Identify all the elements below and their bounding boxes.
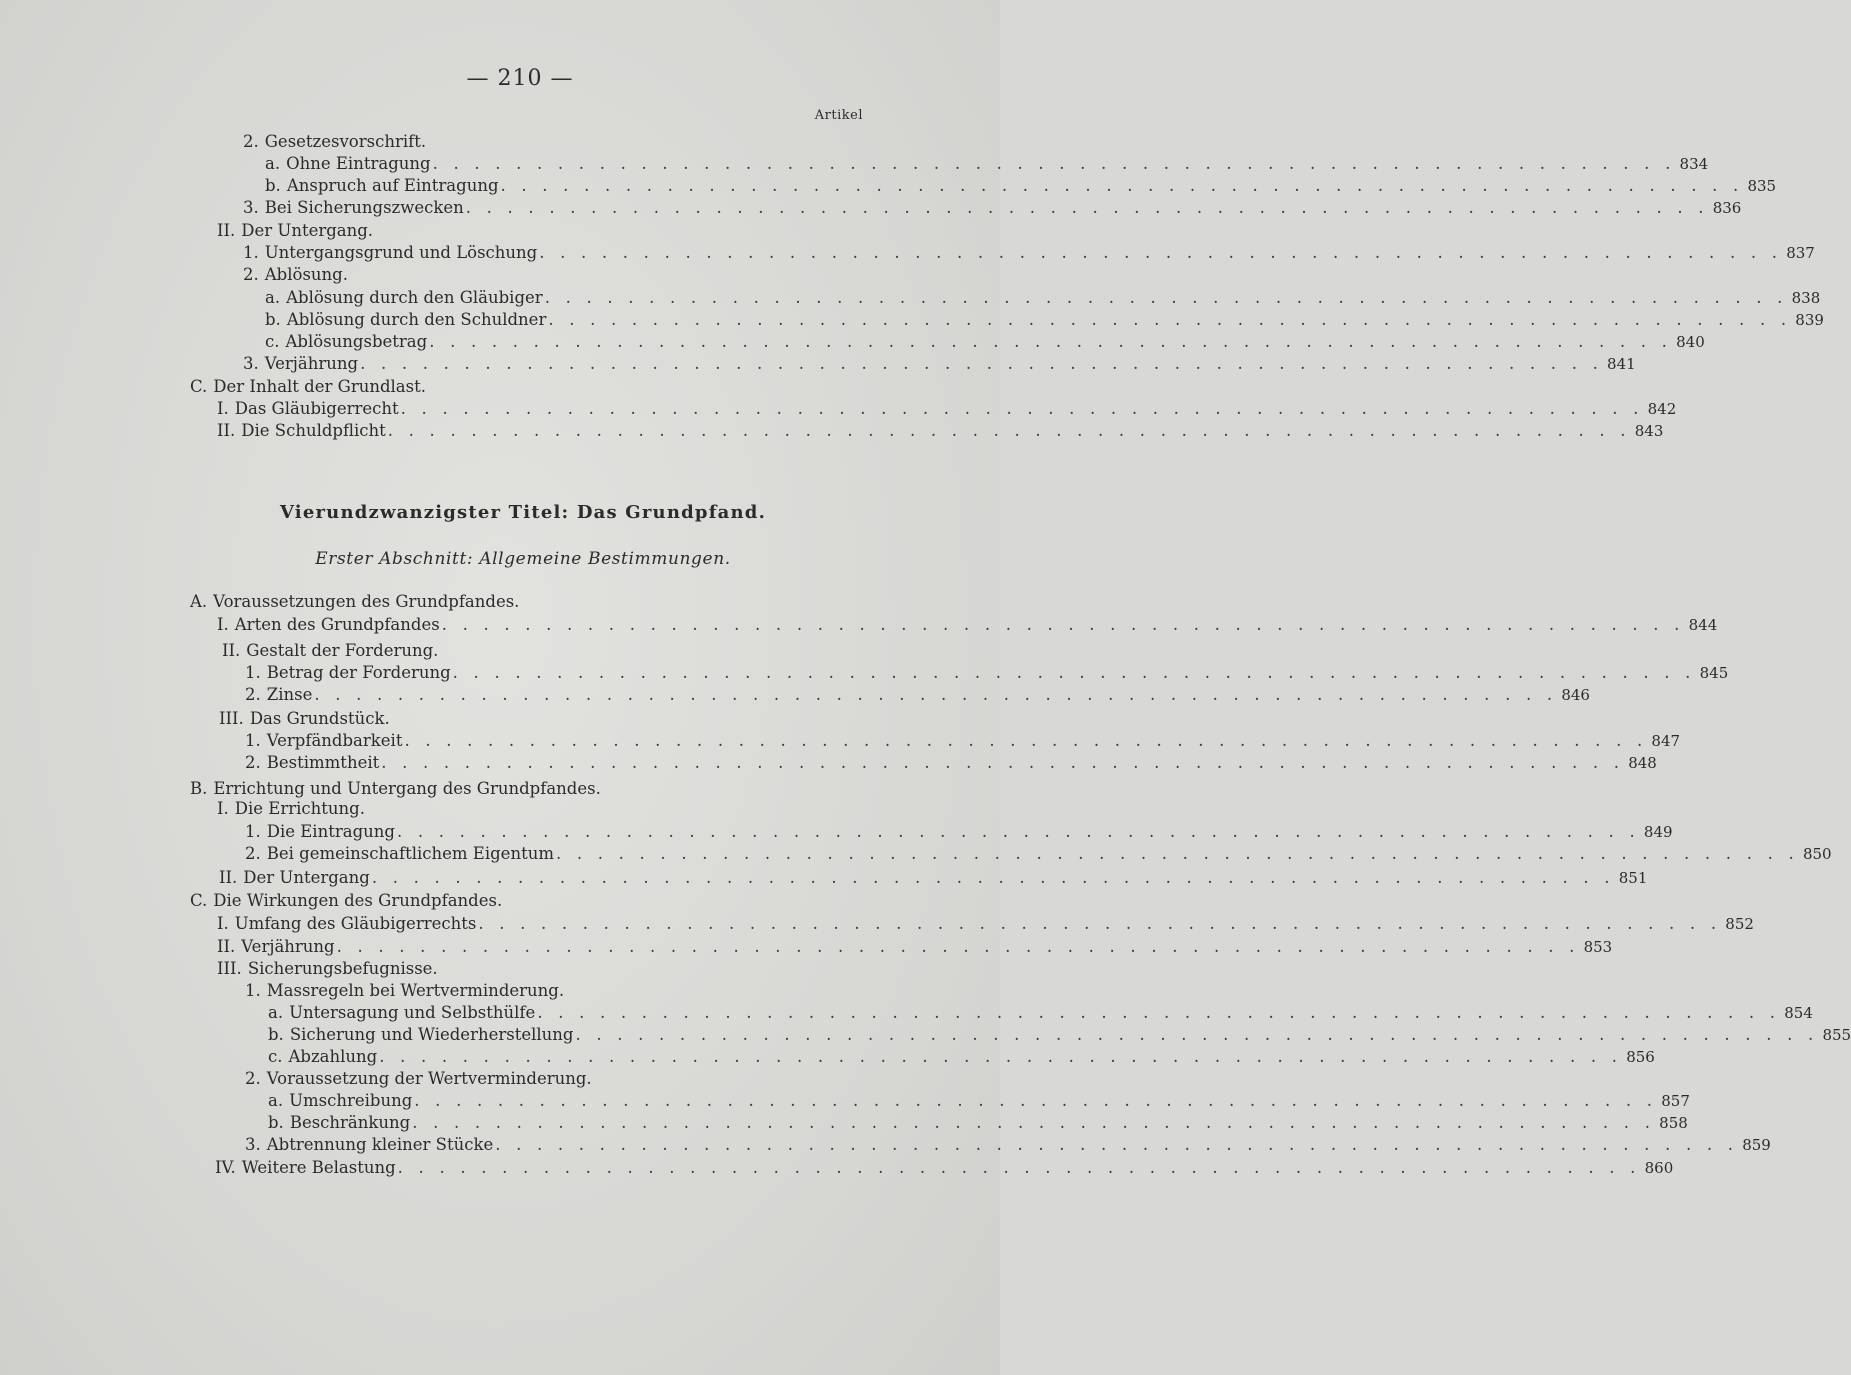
dot-leader: . . . . . . . . . . . . . . . . . . . . . . . . . . . . . . . . . . . . . . . . . . . . . . . . . . . . . . . . . . . .	[400, 399, 1644, 418]
toc-entry	[190, 376, 860, 398]
toc-entry-article-number: 859	[1742, 1136, 1771, 1154]
toc-entry-article-number: 841	[1607, 355, 1636, 373]
toc-entry-marker: a.	[268, 1091, 284, 1110]
dot-leader: . . . . . . . . . . . . . . . . . . . . . . . . . . . . . . . . . . . . . . . . . . . . . . . . . . . . . . . . . . . .	[500, 176, 1744, 195]
toc-entry-marker: a.	[265, 154, 281, 173]
toc-entry-label: Ablösung durch den Gläubiger	[286, 288, 543, 307]
toc-entry-marker: 1.	[243, 243, 259, 262]
toc-entry	[219, 708, 860, 730]
dot-leader: . . . . . . . . . . . . . . . . . . . . . . . . . . . . . . . . . . . . . . . . . . . . . . . . . . . . . . . . . . . .	[396, 822, 1640, 841]
toc-entry-marker: b.	[265, 310, 281, 329]
toc-entry-label: Gestalt der Forderung.	[246, 641, 439, 660]
dot-leader: . . . . . . . . . . . . . . . . . . . . . . . . . . . . . . . . . . . . . . . . . . . . . . . . . . . . . . . . . . . .	[412, 1113, 1656, 1132]
dot-leader: . . . . . . . . . . . . . . . . . . . . . . . . . . . . . . . . . . . . . . . . . . . . . . . . . . . . . . . . . . . .	[544, 288, 1788, 307]
toc-entry-marker: a.	[268, 1003, 284, 1022]
dot-leader: . . . . . . . . . . . . . . . . . . . . . . . . . . . . . . . . . . . . . . . . . . . . . . . . . . . . . . . . . . . .	[555, 844, 1799, 863]
toc-entry	[217, 958, 860, 980]
toc-entry-label: Verjährung	[264, 354, 359, 373]
toc-entry-marker: C.	[190, 377, 208, 396]
toc-entry	[217, 936, 1613, 958]
toc-entry-marker: III.	[219, 709, 244, 728]
toc-entry-label: Der Inhalt der Grundlast.	[213, 377, 426, 396]
page-number: — 210 —	[466, 66, 574, 91]
toc-entry-label: Massregeln bei Wertverminderung.	[266, 981, 565, 1000]
toc-entry-article-number: 858	[1659, 1114, 1688, 1132]
toc-entry-label: Der Untergang	[243, 868, 370, 887]
toc-entry-label: Die Wirkungen des Grundpfandes.	[213, 891, 503, 910]
toc-entry-marker: II.	[222, 641, 241, 660]
toc-entry-label: Verpfändbarkeit	[266, 731, 403, 750]
toc-entry	[217, 220, 860, 242]
toc-entry-label: Errichtung und Untergang des Grundpfandes.	[213, 779, 601, 798]
toc-entry-article-number: 842	[1647, 400, 1677, 418]
toc-entry-article-number: 839	[1795, 311, 1824, 329]
toc-entry-marker: 2.	[245, 753, 261, 772]
toc-entry-label: Weitere Belastung	[241, 1158, 396, 1177]
toc-entry	[245, 752, 1657, 774]
toc-entry-marker: 2.	[243, 265, 259, 284]
toc-entry	[268, 1112, 1688, 1134]
toc-entry-article-number: 843	[1634, 422, 1664, 440]
toc-entry-marker: II.	[217, 221, 236, 240]
toc-entry-marker: I.	[217, 914, 229, 933]
toc-entry	[217, 398, 1677, 420]
toc-entry	[245, 1134, 1771, 1156]
toc-entry-label: Umfang des Gläubigerrechts	[234, 914, 477, 933]
toc-entry-marker: 3.	[243, 354, 259, 373]
dot-leader: . . . . . . . . . . . . . . . . . . . . . . . . . . . . . . . . . . . . . . . . . . . . . . . . . . . . . . . . . . . .	[404, 731, 1648, 750]
toc-entry-article-number: 840	[1676, 333, 1705, 351]
toc-entry-marker: 1.	[245, 731, 261, 750]
toc-entry-article-number: 851	[1618, 869, 1648, 887]
toc-entry	[265, 331, 1705, 353]
dot-leader: . . . . . . . . . . . . . . . . . . . . . . . . . . . . . . . . . . . . . . . . . . . . . . . . . . . . . . . . . . . .	[381, 753, 1625, 772]
toc-entry-label: Ohne Eintragung	[286, 154, 431, 173]
toc-entry	[219, 867, 1648, 889]
toc-entry-marker: 1.	[245, 663, 261, 682]
toc-entry	[217, 614, 1718, 636]
toc-entry	[245, 821, 1673, 843]
toc-entry-marker: II.	[217, 421, 236, 440]
toc-entry-marker: I.	[217, 615, 229, 634]
toc-entry-marker: III.	[217, 959, 242, 978]
dot-leader: . . . . . . . . . . . . . . . . . . . . . . . . . . . . . . . . . . . . . . . . . . . . . . . . . . . . . . . . . . . .	[414, 1091, 1658, 1110]
section-title: Vierundzwanzigster Titel: Das Grundpfand.	[279, 502, 767, 523]
toc-entry	[222, 640, 860, 662]
toc-entry-marker: 3.	[245, 1135, 261, 1154]
toc-entry	[268, 1002, 1813, 1024]
dot-leader: . . . . . . . . . . . . . . . . . . . . . . . . . . . . . . . . . . . . . . . . . . . . . . . . . . . . . . . . . . . .	[371, 868, 1615, 887]
section-subtitle: Erster Abschnitt: Allgemeine Bestimmungen.	[315, 549, 731, 569]
toc-entry	[265, 287, 1821, 309]
toc-entry-article-number: 847	[1651, 732, 1681, 750]
toc-entry-article-number: 854	[1784, 1004, 1813, 1022]
toc-entry-article-number: 838	[1791, 289, 1821, 307]
toc-entry-label: Arten des Grundpfandes	[234, 615, 440, 634]
toc-entry	[190, 591, 860, 613]
toc-entry-label: Abzahlung	[288, 1047, 378, 1066]
toc-entry-label: Die Errichtung.	[234, 799, 365, 818]
dot-leader: . . . . . . . . . . . . . . . . . . . . . . . . . . . . . . . . . . . . . . . . . . . . . . . . . . . . . . . . . . . .	[495, 1135, 1739, 1154]
toc-entry-label: Das Grundstück.	[249, 709, 390, 728]
toc-entry	[245, 662, 1729, 684]
toc-entry	[245, 1068, 860, 1090]
toc-entry	[265, 153, 1709, 175]
toc-entry-article-number: 860	[1644, 1159, 1674, 1177]
dot-leader: . . . . . . . . . . . . . . . . . . . . . . . . . . . . . . . . . . . . . . . . . . . . . . . . . . . . . . . . . . . .	[387, 421, 1631, 440]
toc-entry-label: Der Untergang.	[241, 221, 374, 240]
toc-entry	[243, 242, 1815, 264]
toc-entry-marker: II.	[219, 868, 238, 887]
toc-entry-label: Voraussetzungen des Grundpfandes.	[213, 592, 520, 611]
dot-leader: . . . . . . . . . . . . . . . . . . . . . . . . . . . . . . . . . . . . . . . . . . . . . . . . . . . . . . . . . . . .	[478, 914, 1722, 933]
toc-entry-article-number: 856	[1626, 1048, 1655, 1066]
toc-entry-label: Gesetzesvorschrift.	[264, 132, 427, 151]
toc-entry	[268, 1024, 1851, 1046]
toc-entry	[245, 730, 1681, 752]
toc-entry	[243, 353, 1636, 375]
toc-entry-article-number: 844	[1688, 616, 1718, 634]
toc-entry-marker: b.	[268, 1113, 284, 1132]
toc-entry-marker: 2.	[245, 685, 261, 704]
toc-entry-marker: I.	[217, 399, 229, 418]
toc-entry-article-number: 848	[1628, 754, 1657, 772]
toc-entry-marker: A.	[190, 592, 208, 611]
toc-entry-marker: IV.	[215, 1158, 236, 1177]
dot-leader: . . . . . . . . . . . . . . . . . . . . . . . . . . . . . . . . . . . . . . . . . . . . . . . . . . . . . . . . . . . .	[465, 198, 1709, 217]
toc-entry-label: Voraussetzung der Wertverminderung.	[266, 1069, 592, 1088]
toc-entry-marker: b.	[268, 1025, 284, 1044]
toc-entry	[243, 131, 860, 153]
toc-entry-label: Umschreibung	[289, 1091, 413, 1110]
toc-entry-article-number: 846	[1561, 686, 1590, 704]
toc-entry-article-number: 836	[1712, 199, 1742, 217]
toc-entry-label: Abtrennung kleiner Stücke	[266, 1135, 494, 1154]
dot-leader: . . . . . . . . . . . . . . . . . . . . . . . . . . . . . . . . . . . . . . . . . . . . . . . . . . . . . . . . . . . .	[397, 1158, 1641, 1177]
dot-leader: . . . . . . . . . . . . . . . . . . . . . . . . . . . . . . . . . . . . . . . . . . . . . . . . . . . . . . . . . . . .	[360, 354, 1604, 373]
toc-entry	[217, 913, 1754, 935]
toc-entry-label: Die Schuldpflicht	[241, 421, 386, 440]
toc-entry	[190, 890, 860, 912]
toc-entry-marker: II.	[217, 937, 236, 956]
toc-entry-label: Ablösungsbetrag	[285, 332, 428, 351]
dot-leader: . . . . . . . . . . . . . . . . . . . . . . . . . . . . . . . . . . . . . . . . . . . . . . . . . . . . . . . . . . . .	[429, 332, 1673, 351]
toc-entry	[265, 175, 1777, 197]
toc-entry-article-number: 837	[1786, 244, 1815, 262]
toc-entry-label: Anspruch auf Eintragung	[286, 176, 499, 195]
toc-entry-label: Ablösung durch den Schuldner	[286, 310, 547, 329]
toc-entry-article-number: 850	[1802, 845, 1832, 863]
dot-leader: . . . . . . . . . . . . . . . . . . . . . . . . . . . . . . . . . . . . . . . . . . . . . . . . . . . . . . . . . . . .	[336, 937, 1580, 956]
toc-entry	[190, 778, 860, 800]
toc-entry-article-number: 855	[1822, 1026, 1851, 1044]
toc-entry-marker: 1.	[245, 981, 261, 1000]
dot-leader: . . . . . . . . . . . . . . . . . . . . . . . . . . . . . . . . . . . . . . . . . . . . . . . . . . . . . . . . . . . .	[575, 1025, 1819, 1044]
toc-entry-marker: c.	[268, 1047, 283, 1066]
toc-entry	[215, 1157, 1674, 1179]
toc-entry-marker: 2.	[245, 844, 261, 863]
toc-entry-article-number: 852	[1725, 915, 1754, 933]
column-header-artikel: Artikel	[814, 108, 863, 123]
dot-leader: . . . . . . . . . . . . . . . . . . . . . . . . . . . . . . . . . . . . . . . . . . . . . . . . . . . . . . . . . . . .	[314, 685, 1558, 704]
toc-entry	[245, 843, 1832, 865]
toc-entry-label: Zinse	[266, 685, 313, 704]
toc-entry-article-number: 835	[1747, 177, 1777, 195]
dot-leader: . . . . . . . . . . . . . . . . . . . . . . . . . . . . . . . . . . . . . . . . . . . . . . . . . . . . . . . . . . . .	[539, 243, 1783, 262]
toc-entry-marker: B.	[190, 779, 208, 798]
toc-entry-marker: b.	[265, 176, 281, 195]
dot-leader: . . . . . . . . . . . . . . . . . . . . . . . . . . . . . . . . . . . . . . . . . . . . . . . . . . . . . . . . . . . .	[432, 154, 1676, 173]
toc-entry-marker: a.	[265, 288, 281, 307]
toc-entry-marker: I.	[217, 799, 229, 818]
toc-entry-article-number: 845	[1699, 664, 1729, 682]
dot-leader: . . . . . . . . . . . . . . . . . . . . . . . . . . . . . . . . . . . . . . . . . . . . . . . . . . . . . . . . . . . .	[452, 663, 1696, 682]
toc-entry-label: Beschränkung	[289, 1113, 411, 1132]
toc-entry	[217, 798, 860, 820]
toc-entry-marker: 2.	[243, 132, 259, 151]
toc-entry-label: Die Eintragung	[266, 822, 395, 841]
toc-entry-label: Betrag der Forderung	[266, 663, 451, 682]
toc-entry	[243, 197, 1742, 219]
toc-entry-label: Bei gemeinschaftlichem Eigentum	[266, 844, 554, 863]
toc-entry	[245, 684, 1590, 706]
toc-entry	[268, 1046, 1655, 1068]
toc-entry	[268, 1090, 1690, 1112]
toc-entry	[245, 980, 860, 1002]
toc-entry-marker: C.	[190, 891, 208, 910]
toc-entry-marker: 1.	[245, 822, 261, 841]
toc-entry-marker: 3.	[243, 198, 259, 217]
toc-entry-article-number: 834	[1679, 155, 1709, 173]
toc-entry	[217, 420, 1664, 442]
toc-entry-article-number: 857	[1661, 1092, 1690, 1110]
dot-leader: . . . . . . . . . . . . . . . . . . . . . . . . . . . . . . . . . . . . . . . . . . . . . . . . . . . . . . . . . . . .	[548, 310, 1792, 329]
toc-entry-label: Untergangsgrund und Löschung	[264, 243, 538, 262]
toc-entry-label: Sicherungsbefugnisse.	[247, 959, 438, 978]
toc-entry-marker: 2.	[245, 1069, 261, 1088]
dot-leader: . . . . . . . . . . . . . . . . . . . . . . . . . . . . . . . . . . . . . . . . . . . . . . . . . . . . . . . . . . . .	[441, 615, 1685, 634]
toc-entry-marker: c.	[265, 332, 280, 351]
toc-entry-label: Das Gläubigerrecht	[234, 399, 399, 418]
dot-leader: . . . . . . . . . . . . . . . . . . . . . . . . . . . . . . . . . . . . . . . . . . . . . . . . . . . . . . . . . . . .	[537, 1003, 1781, 1022]
dot-leader: . . . . . . . . . . . . . . . . . . . . . . . . . . . . . . . . . . . . . . . . . . . . . . . . . . . . . . . . . . . .	[379, 1047, 1623, 1066]
toc-entry-label: Bei Sicherungszwecken	[264, 198, 464, 217]
toc-entry	[243, 264, 860, 286]
toc-entry-article-number: 853	[1583, 938, 1613, 956]
toc-entry-label: Sicherung und Wiederherstellung	[289, 1025, 574, 1044]
toc-entry-label: Bestimmtheit	[266, 753, 380, 772]
toc-entry-article-number: 849	[1643, 823, 1673, 841]
toc-entry-label: Verjährung	[241, 937, 335, 956]
toc-entry-label: Ablösung.	[264, 265, 348, 284]
toc-entry-label: Untersagung und Selbsthülfe	[289, 1003, 536, 1022]
toc-entry	[265, 309, 1824, 331]
